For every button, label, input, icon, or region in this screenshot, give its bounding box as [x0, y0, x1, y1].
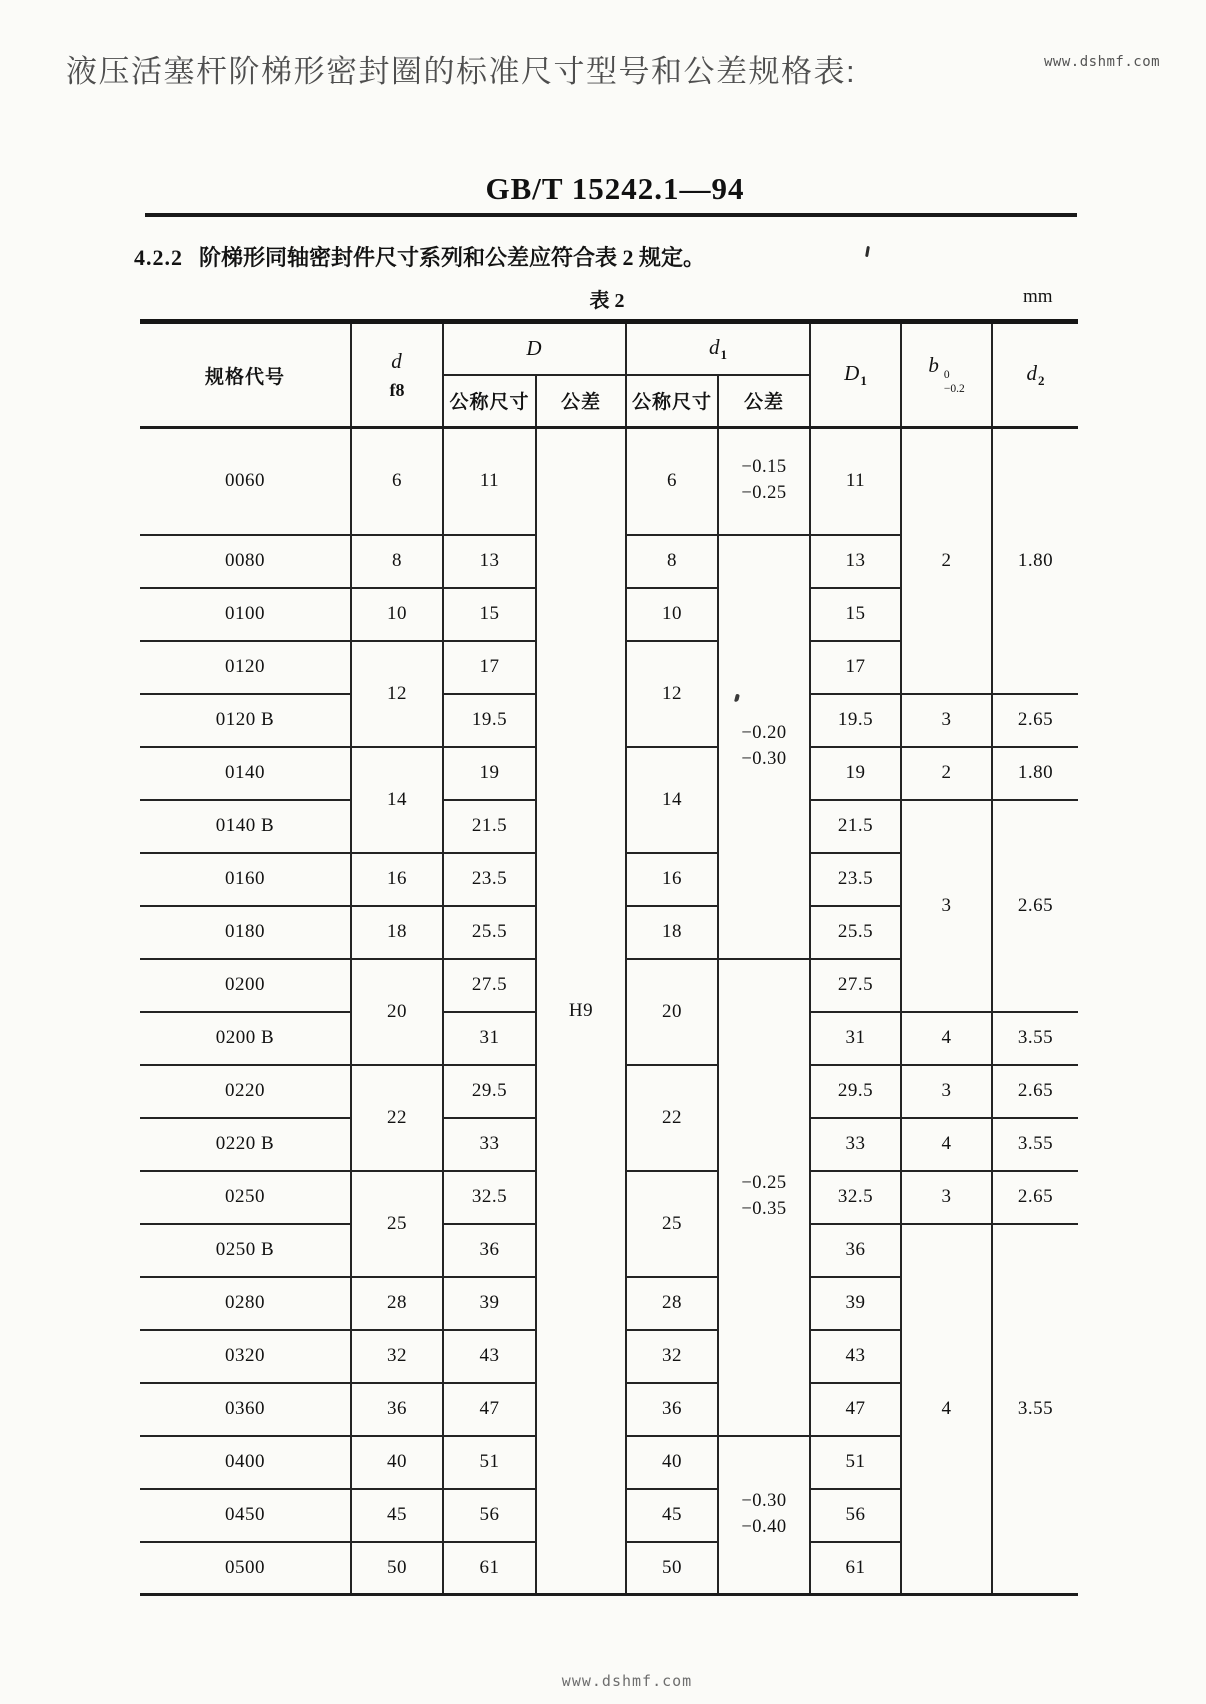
col-header-code: 规格代号: [140, 322, 351, 428]
table-row: 0360 36 47 36 47: [140, 1383, 1078, 1436]
table-caption: 表 2: [589, 290, 625, 312]
table-row: 0160 16 23.5 16 23.5: [140, 853, 1078, 906]
col-header-d: d f8: [351, 322, 443, 428]
dimension-table: [140, 319, 1078, 1596]
col-header-d1-tolerance: 公差: [718, 375, 810, 428]
col-header-b: b 0 −0.2: [901, 322, 992, 428]
table-row: 0120 12 17 12 17: [140, 641, 1078, 694]
table-row: 0400 40 51 40 −0.30 −0.40 51: [140, 1436, 1078, 1489]
table-row: 0180 18 25.5 18 25.5: [140, 906, 1078, 959]
header-row-1: [140, 322, 1078, 375]
table-row: 0280 28 39 28 39: [140, 1277, 1078, 1330]
table-row: 0100 10 15 10 15: [140, 588, 1078, 641]
d1-tolerance-merged: −0.20 −0.30: [718, 535, 810, 959]
D-tolerance-merged: H9: [536, 428, 626, 1595]
col-header-D-tolerance: 公差: [536, 375, 626, 428]
watermark-url-top: www.dshmf.com: [1044, 54, 1161, 70]
table-row: 0200 B 31 31 4 3.55: [140, 1012, 1078, 1065]
clause-4-2-2: [134, 241, 705, 272]
scan-speck: [865, 246, 870, 257]
clause-text: 阶梯形同轴密封件尺寸系列和公差应符合表 2 规定。: [199, 245, 706, 270]
standard-code-heading: GB/T 15242.1—94: [485, 171, 745, 206]
d1-tolerance-merged: −0.25 −0.35: [718, 959, 810, 1436]
clause-number: 4.2.2: [134, 245, 183, 270]
d1-tolerance: −0.15 −0.25: [718, 428, 810, 535]
heading-rule: [145, 213, 1077, 217]
table-row: 0250 25 32.5 25 32.5 3 2.65: [140, 1171, 1078, 1224]
table-row: 0220 B 33 33 4 3.55: [140, 1118, 1078, 1171]
table-row: 0450 45 56 45 56: [140, 1489, 1078, 1542]
watermark-url-bottom: www.dshmf.com: [561, 1672, 693, 1690]
table-row: 0200 20 27.5 20 −0.25 −0.35 27.5: [140, 959, 1078, 1012]
table-row: 0060 6 11 H9 6 −0.15 −0.25 11 2 1.80: [140, 428, 1078, 535]
table-row: 0500 50 61 50 61: [140, 1542, 1078, 1595]
col-header-d1-group: $d_1$: [626, 322, 810, 375]
col-header-D-nominal: 公称尺寸: [443, 375, 536, 428]
col-header-D1: $D_1$: [810, 322, 901, 428]
d1-tolerance-merged: −0.30 −0.40: [718, 1436, 810, 1595]
table-row: 0320 32 43 32 43: [140, 1330, 1078, 1383]
table-row: 0080 8 13 8 −0.20 −0.30 13: [140, 535, 1078, 588]
col-header-D-group: D: [443, 322, 626, 375]
table-row: 0220 22 29.5 22 29.5 3 2.65: [140, 1065, 1078, 1118]
table-unit: mm: [1023, 286, 1053, 307]
table-row: 0250 B 36 36 4 3.55: [140, 1224, 1078, 1277]
col-header-d1-nominal: 公称尺寸: [626, 375, 718, 428]
col-header-d2: $d_2$: [992, 322, 1078, 428]
document-title: 液压活塞杆阶梯形密封圈的标准尺寸型号和公差规格表:: [66, 54, 857, 89]
table-row: 0120 B 19.5 19.5 3 2.65: [140, 694, 1078, 747]
table-row: 0140 14 19 14 19 2 1.80: [140, 747, 1078, 800]
table-row: 0140 B 21.5 21.5 3 2.65: [140, 800, 1078, 853]
